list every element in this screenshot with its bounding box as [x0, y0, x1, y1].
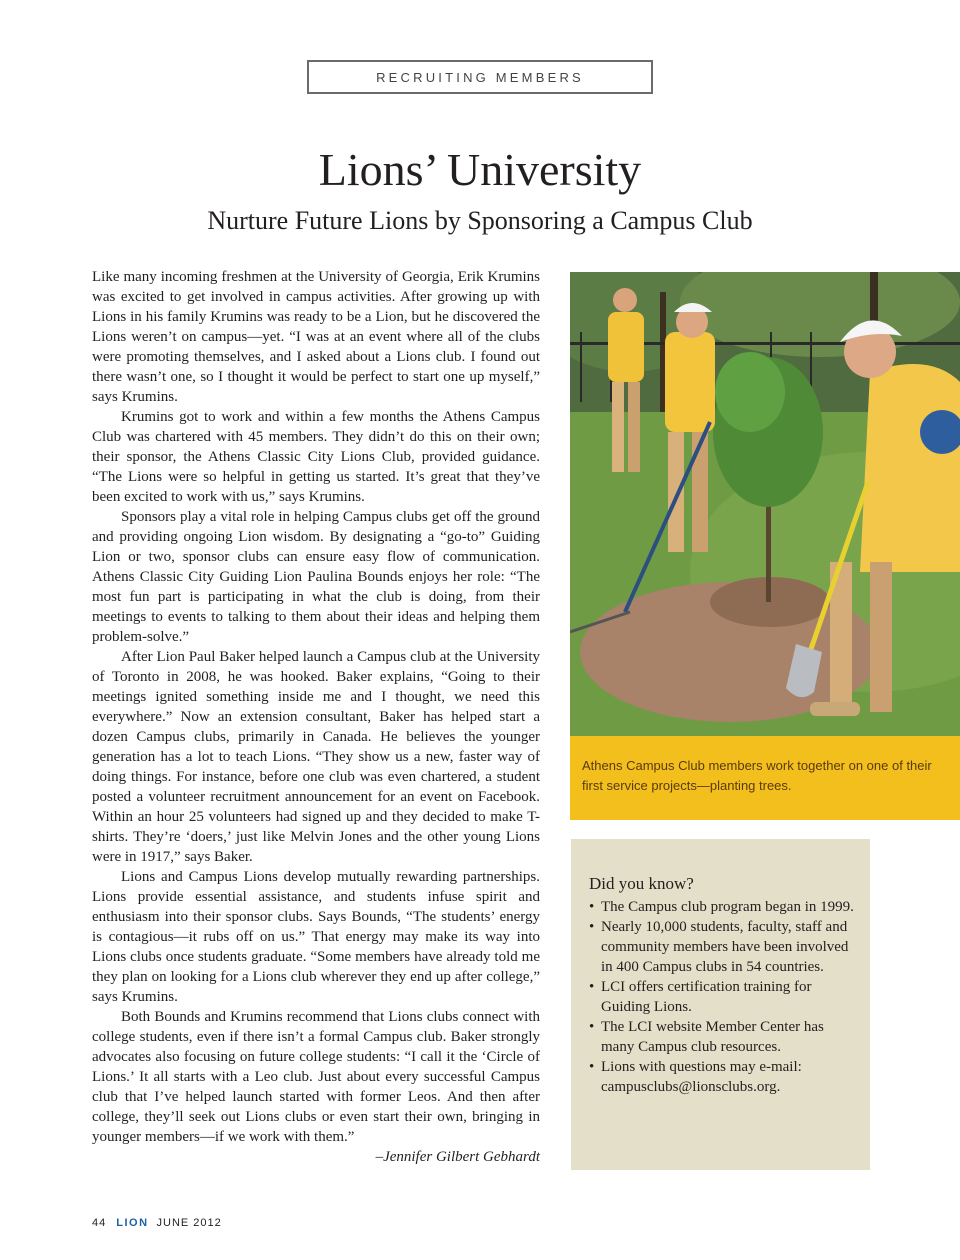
- article-paragraph: Krumins got to work and within a few months the Athens Campus Club was chartered with 45 members. They didn’t do this on their own; their sponsor, the Athens Classic City Lions Club, provided guidance. “The Lions were so helpful in getting us started. It’s great that they’ve been excited to work with us,” says Krumins.: [92, 409, 540, 505]
- sidebar-item-text: The LCI website Member Center has many Campus club resources.: [601, 1019, 824, 1055]
- sidebar-item-text: The Campus club program began in 1999.: [601, 899, 854, 915]
- issue-date: JUNE 2012: [156, 1217, 222, 1229]
- article-paragraph: Both Bounds and Krumins recommend that Lions clubs connect with college students, even if there isn’t a formal Campus club. Baker strongly advocates also focusing on future college students: “I call it the ‘Circle of Lions.’ It all starts with a Leo club. Just about every successful Campus club that I’ve helped launch started with former Leos. And then after college, they’ll seek out Lions clubs or even start their own, bringing in younger members—if we work with them.”: [92, 1009, 540, 1145]
- sidebar-list-item: [589, 1057, 856, 1097]
- sidebar-item-text: Lions with questions may e-mail: campusclubs@lionsclubs.org.: [601, 1059, 802, 1095]
- sidebar-title: Did you know?: [589, 874, 694, 893]
- article-body: [92, 267, 540, 1167]
- page-footer: [92, 1217, 222, 1229]
- bullet-icon: •: [589, 1019, 595, 1035]
- page-number: 44: [92, 1217, 107, 1229]
- article-subtitle: Nurture Future Lions by Sponsoring a Campus Club: [207, 206, 753, 235]
- article-title: Lions’ University: [318, 144, 642, 195]
- article-paragraph: Like many incoming freshmen at the University of Georgia, Erik Krumins was excited to get involved in campus activities. After growing up with Lions in his family Krumins was ready to be a Lion, but he discovered the Lions weren’t on campus—yet. “I was at an event where all of the clubs were promoting themselves, and I asked about a Lions club. I found out there wasn’t one, so I thought it would be perfect to start one up myself,” says Krumins.: [92, 269, 540, 405]
- bullet-icon: •: [589, 979, 595, 995]
- bullet-icon: •: [589, 1059, 595, 1075]
- article-paragraph: Lions and Campus Lions develop mutually rewarding partnerships. Lions provide essential assistance, and students infuse spirit and enthusiasm into their sponsor clubs. Says Bounds, “The students’ energy is contagious—it rubs off on us.” That energy may make its way into Lions clubs once students graduate. “Some members have already told me they plan on looking for a Lions club wherever they end up after college,” says Krumins.: [92, 869, 540, 1005]
- sidebar-list-item: [589, 977, 856, 1017]
- sidebar-list-item: [589, 1017, 856, 1057]
- bullet-icon: •: [589, 899, 595, 915]
- photo-caption: Athens Campus Club members work together on one of their first service projects—planting trees.: [570, 736, 960, 820]
- sidebar-item-text: LCI offers certification training for Guiding Lions.: [601, 979, 812, 1015]
- section-label: RECRUITING MEMBERS: [307, 60, 653, 94]
- sidebar-list: [589, 897, 856, 1097]
- bullet-icon: •: [589, 919, 595, 935]
- sidebar-list-item: [589, 917, 856, 977]
- article-paragraph: Sponsors play a vital role in helping Campus clubs get off the ground and providing ongoing Lion wisdom. By designating a “go-to” Guiding Lion or two, sponsor clubs can ensure easy flow of communication. Athens Classic City Guiding Lion Paulina Bounds enjoys her role: “The most fun part is participating in what the club is doing, from their meetings to events to talking to them about their ideas and helping them problem-solve.”: [92, 509, 540, 645]
- sidebar-item-text: Nearly 10,000 students, faculty, staff and community members have been involved in 400 Campus clubs in 54 countries.: [601, 919, 849, 975]
- tree-planting-photo: [570, 272, 960, 736]
- article-paragraph: After Lion Paul Baker helped launch a Campus club at the University of Toronto in 2008, he was hooked. Baker explains, “Going to their meetings ignited something inside me and I thought, we need this everywhere.” Now an extension consultant, Baker has helped start a dozen Campus clubs, primarily in Canada. He believes the younger generation has a lot to teach Lions. “They show us a new, faster way of doing things. For instance, before one club was even chartered, a student posted a volunteer recruitment announcement for an event on Facebook. Within an hour 25 volunteers had signed up and they decided to make T-shirts. They’re ‘doers,’ just like Melvin Jones and the other young Lions were in 1917,” says Baker.: [92, 649, 540, 865]
- photo-illustration: [570, 272, 960, 736]
- did-you-know-sidebar: [571, 839, 870, 1170]
- magazine-name: LION: [116, 1217, 149, 1229]
- article-byline: –Jennifer Gilbert Gebhardt: [375, 1149, 540, 1165]
- sidebar-list-item: [589, 897, 856, 917]
